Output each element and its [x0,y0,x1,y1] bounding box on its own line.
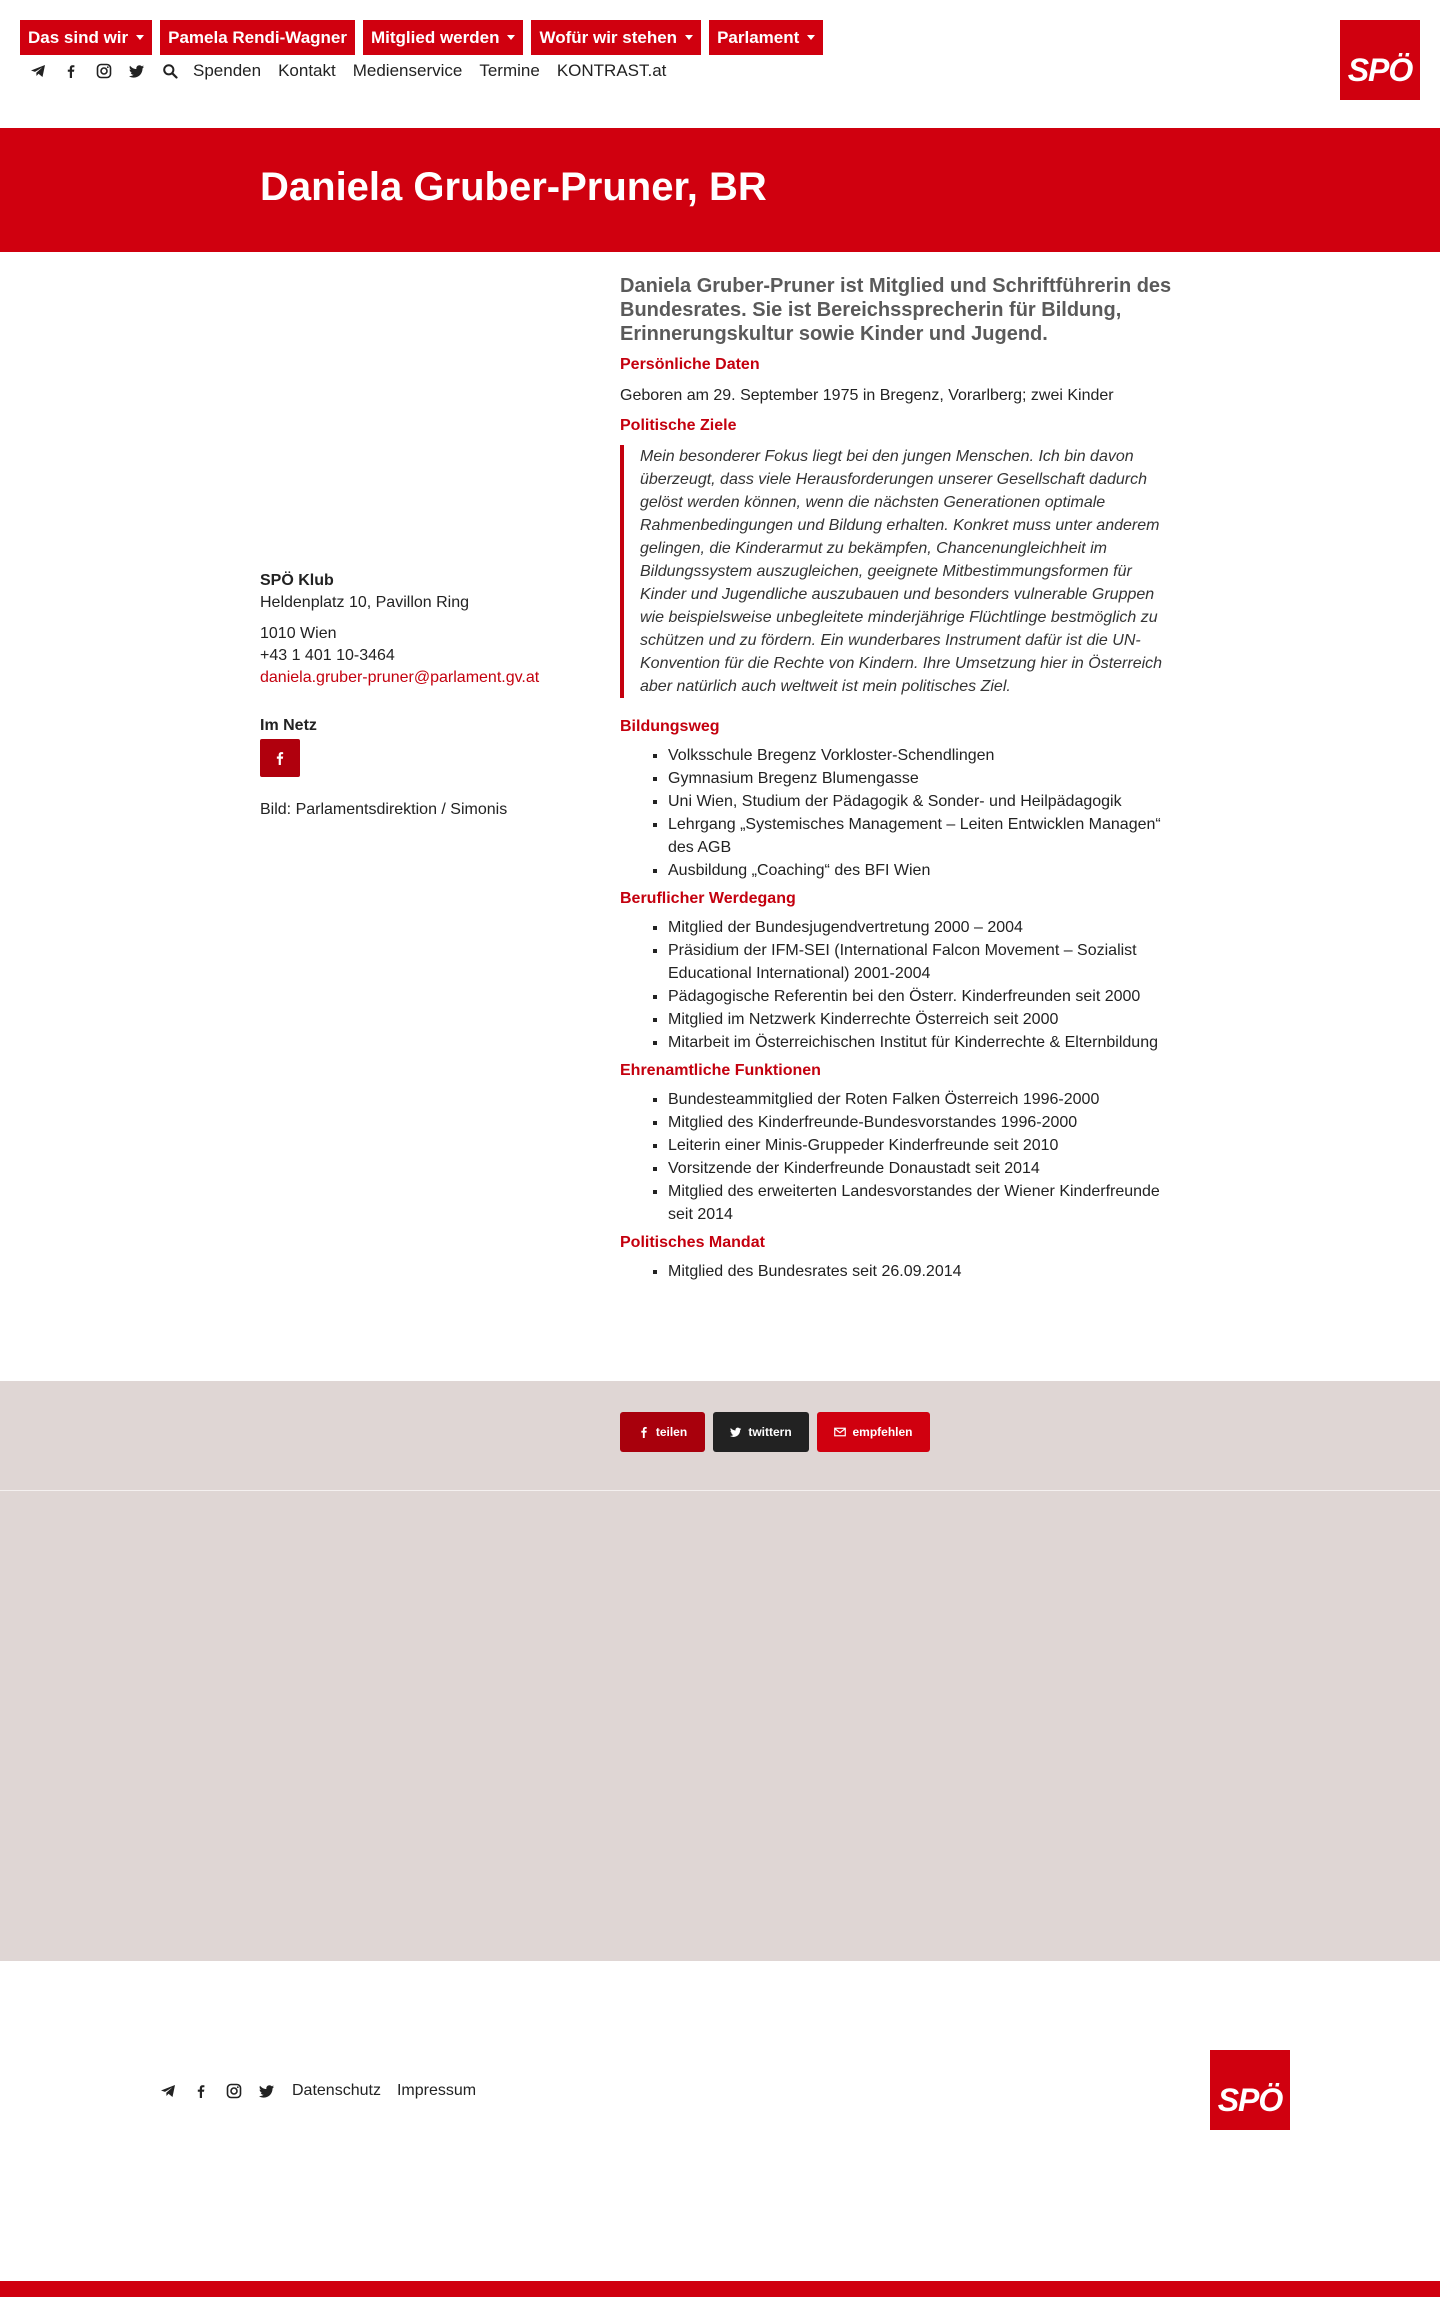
share-bar [0,1381,1440,1491]
list-item: ▪ Mitglied im Netzwerk Kinderrechte Österreich seit 2000 [668,1008,1180,1031]
list-item: ▪ Mitglied des erweiterten Landesvorstandes der Wiener Kinderfreunde seit 2014 [668,1180,1180,1226]
nav-das-sind-wir[interactable] [20,20,152,55]
telegram-icon[interactable] [26,59,50,83]
caret-down-icon [807,35,815,40]
list-item: ▪ Ausbildung „Coaching“ des BFI Wien [668,859,1180,882]
twitter-icon[interactable] [125,59,149,83]
telegram-icon[interactable] [156,2079,180,2103]
instagram-icon[interactable] [92,59,116,83]
footer-navigation [156,2079,476,2103]
nav-label: Mitglied werden [371,28,500,47]
phone-number: +43 1 401 10-3464 [260,647,395,664]
list-item: ▪ Mitglied des Kinderfreunde-Bundesvorstandes 1996-2000 [668,1111,1180,1134]
nav-label: Das sind wir [28,28,129,47]
mandate-list [620,1260,1180,1283]
nav-label: Pamela Rendi-Wagner [168,28,347,47]
nav-mitglied-werden[interactable] [363,20,523,55]
caret-down-icon [136,35,144,40]
contact-sidebar [260,570,560,821]
lead-text: Daniela Gruber-Pruner ist Mitglied und Schriftführerin des Bundesrates. Sie ist Bereichssprecherin für Bildung, Erinnerungskultur sowie Kinder und Jugend. [620,275,1172,345]
share-label: empfehlen [852,1425,913,1439]
im-netz-heading: Im Netz [260,717,317,734]
section-career: Beruflicher Werdegang [620,890,796,907]
list-item: ▪ Volksschule Bregenz Vorkloster-Schendlingen [668,744,1180,767]
embedded-content-area [0,1491,1440,1961]
image-credit: Bild: Parlamentsdirektion / Simonis [260,801,508,818]
link-datenschutz[interactable]: Datenschutz [292,2082,381,2099]
share-facebook-button[interactable] [620,1412,705,1452]
title-band [0,128,1440,252]
footer-links [292,2082,476,2100]
facebook-icon[interactable] [189,2079,213,2103]
personal-data-text: Geboren am 29. September 1975 in Bregenz, Vorarlberg; zwei Kinder [620,387,1114,404]
section-mandate: Politisches Mandat [620,1234,765,1251]
list-item: ▪ Bundesteammitglied der Roten Falken Österreich 1996-2000 [668,1088,1180,1111]
list-item: ▪ Gymnasium Bregenz Blumengasse [668,767,1180,790]
spoe-footer-logo[interactable] [1210,2050,1290,2130]
list-item: ▪ Mitglied des Bundesrates seit 26.09.2014 [668,1260,1180,1283]
page-title: Daniela Gruber-Pruner, BR [260,165,767,209]
caret-down-icon [507,35,515,40]
logo-text: SPÖ [1217,2082,1283,2118]
career-list [620,916,1180,1054]
list-item: ▪ Mitarbeit im Österreichischen Institut für Kinderrechte & Elternbildung [668,1031,1180,1054]
nav-wofuer-wir-stehen[interactable] [531,20,701,55]
share-twitter-button[interactable] [713,1412,809,1452]
logo-text: SPÖ [1347,52,1413,88]
nav-parlament[interactable] [709,20,823,55]
link-spenden[interactable]: Spenden [193,61,262,80]
twitter-icon [730,1426,742,1438]
list-item: ▪ Leiterin einer Minis-Gruppeder Kinderfreunde seit 2010 [668,1134,1180,1157]
facebook-icon [273,751,287,765]
link-kontrast[interactable]: KONTRAST.at [556,61,667,80]
club-name: SPÖ Klub [260,572,334,589]
list-item: ▪ Uni Wien, Studium der Pädagogik & Sonder- und Heilpädagogik [668,790,1180,813]
envelope-icon [834,1426,846,1438]
share-label: teilen [655,1425,688,1439]
main-navigation [20,20,823,55]
share-email-button[interactable] [817,1412,930,1452]
link-kontakt[interactable]: Kontakt [278,61,336,80]
list-item: ▪ Vorsitzende der Kinderfreunde Donaustadt seit 2014 [668,1157,1180,1180]
secondary-navigation [26,59,666,83]
facebook-icon [638,1426,650,1438]
honorary-list [620,1088,1180,1226]
nav-pamela-rendi-wagner[interactable] [160,20,355,55]
site-header [0,0,1440,128]
bottom-bar [0,2281,1440,2297]
political-goals-quote: Mein besonderer Fokus liegt bei den jungen Menschen. Ich bin davon überzeugt, dass viele Herausforderungen unserer Gesellschaft dadurch gelöst werden können, wenn die nächsten Generationen optimale Rahmenbedingungen und Bildung erhalten. Konkret muss unter anderem gelingen, die Kinderarmut zu bekämpfen, Chancenungleichheit im Bildungssystem auszugleichen, geeignete Mitbestimmungsformen für Kinder und Jugendliche auszubauen und besonders vulnerable Gruppen wie beispielsweise unbegleitete minderjährige Flüchtlinge bestmöglich zu schützen und zu fördern. Ein wunderbares Instrument dafür ist die UN-Konvention für die Rechte von Kindern. Ihre Umsetzung hier in Österreich aber natürlich auch weltweit ist mein politisches Ziel. [620,445,1180,698]
section-personal-data: Persönliche Daten [620,356,760,373]
profile-content [620,274,1180,1289]
section-political-goals: Politische Ziele [620,417,737,434]
address-line-1: Heldenplatz 10, Pavillon Ring [260,594,470,611]
link-medienservice[interactable]: Medienservice [352,61,463,80]
list-item: ▪ Präsidium der IFM-SEI (International Falcon Movement – Sozialist Educational International) 2001-2004 [668,939,1180,985]
link-termine[interactable]: Termine [479,61,540,80]
nav-label: Parlament [717,28,800,47]
list-item: ▪ Mitglied der Bundesjugendvertretung 2000 – 2004 [668,916,1180,939]
facebook-profile-button[interactable] [260,739,300,777]
spoe-logo[interactable] [1340,20,1420,100]
sub-links [193,61,666,81]
facebook-icon[interactable] [59,59,83,83]
email-link[interactable]: daniela.gruber-pruner@parlament.gv.at [260,669,540,686]
list-item: ▪ Lehrgang „Systemisches Management – Leiten Entwicklen Managen“ des AGB [668,813,1180,859]
address-line-2: 1010 Wien [260,625,337,642]
share-label: twittern [748,1425,792,1439]
caret-down-icon [685,35,693,40]
link-impressum[interactable]: Impressum [396,2082,477,2099]
nav-label: Wofür wir stehen [539,28,678,47]
share-buttons [620,1412,930,1452]
search-icon[interactable] [158,59,182,83]
section-honorary: Ehrenamtliche Funktionen [620,1062,821,1079]
education-list [620,744,1180,882]
twitter-icon[interactable] [255,2079,279,2103]
section-education: Bildungsweg [620,718,720,735]
instagram-icon[interactable] [222,2079,246,2103]
list-item: ▪ Pädagogische Referentin bei den Österr. Kinderfreunden seit 2000 [668,985,1180,1008]
